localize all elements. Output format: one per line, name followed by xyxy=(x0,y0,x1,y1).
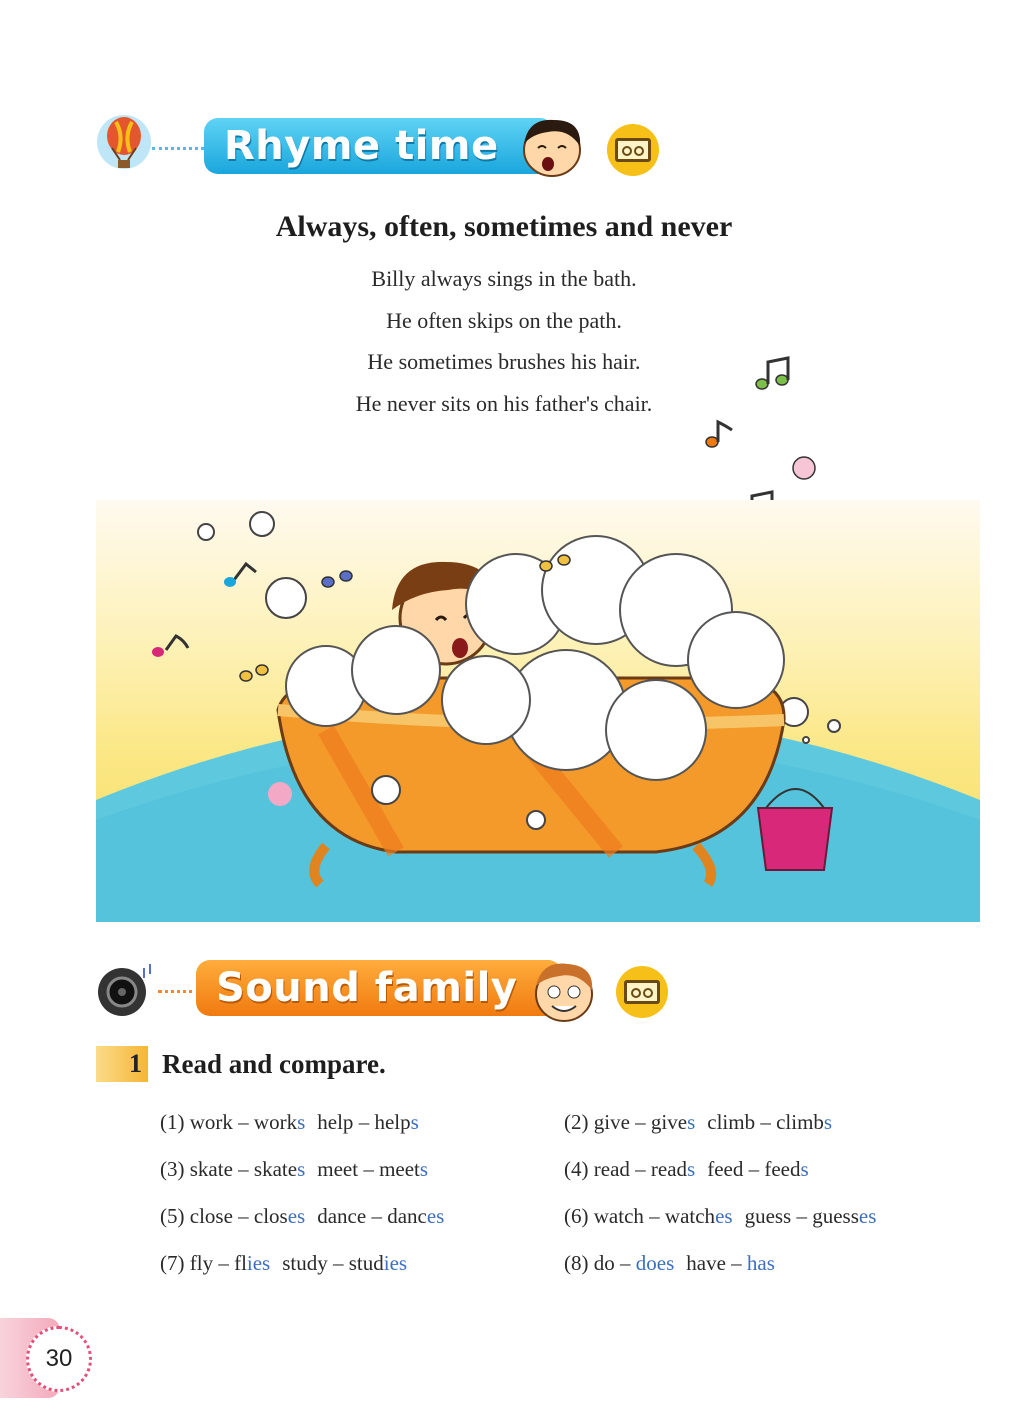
word-stem: skate xyxy=(253,1157,298,1181)
word-stem: feed xyxy=(764,1157,801,1181)
base-word: work xyxy=(189,1110,233,1134)
inflected-word xyxy=(254,1157,305,1181)
base-word: do xyxy=(593,1251,615,1275)
word-pair-item: (8) do – does have – has xyxy=(564,1251,775,1275)
smiling-boy-icon xyxy=(520,956,604,1026)
banner-dotted-connector xyxy=(158,990,200,993)
word-stem: stud xyxy=(348,1251,384,1275)
cassette-badge[interactable] xyxy=(616,966,668,1018)
sound-family-banner: Sound family xyxy=(196,960,562,1016)
word-suffix: does xyxy=(635,1251,675,1275)
word-stem: meet xyxy=(379,1157,420,1181)
word-stem: help xyxy=(374,1110,411,1134)
base-word: watch xyxy=(593,1204,644,1228)
word-stem: work xyxy=(253,1110,298,1134)
inflected-word xyxy=(374,1110,418,1134)
word-stem: danc xyxy=(387,1204,427,1228)
inflected-word xyxy=(387,1204,444,1228)
exercise-number: 1 xyxy=(96,1046,148,1082)
inflected-word xyxy=(651,1157,695,1181)
word-pair-item: (1) work – works help – helps xyxy=(160,1110,419,1134)
word-suffix: es xyxy=(426,1204,445,1228)
inflected-word xyxy=(379,1157,428,1181)
word-suffix: ies xyxy=(246,1251,271,1275)
base-word: dance xyxy=(317,1204,367,1228)
cassette-tape-icon xyxy=(624,980,660,1004)
inflected-word xyxy=(636,1251,675,1275)
word-pair-item: (7) fly – flies study – studies xyxy=(160,1251,408,1275)
inflected-word xyxy=(747,1251,775,1275)
inflected-word xyxy=(651,1110,695,1134)
word-pair-item: (6) watch – watches guess – guesses xyxy=(564,1204,877,1228)
word-suffix: es xyxy=(715,1204,733,1228)
rhyme-line: He sometimes brushes his hair. xyxy=(367,349,641,374)
music-note-icon xyxy=(756,358,788,389)
word-suffix: has xyxy=(746,1251,775,1275)
inflected-word xyxy=(665,1204,733,1228)
item-label: (8) xyxy=(564,1251,589,1275)
base-word: read xyxy=(593,1157,630,1181)
word-suffix: s xyxy=(419,1157,429,1181)
speaker-icon xyxy=(96,960,160,1020)
base-word: help xyxy=(317,1110,354,1134)
word-suffix: s xyxy=(687,1110,696,1134)
inflected-word xyxy=(349,1251,407,1275)
word-stem: give xyxy=(650,1110,688,1134)
base-word: climb xyxy=(707,1110,756,1134)
item-label: (6) xyxy=(564,1204,589,1228)
word-pair-item: (5) close – closes dance – dances xyxy=(160,1204,445,1228)
item-label: (7) xyxy=(160,1251,185,1275)
base-word: close xyxy=(189,1204,233,1228)
inflected-word xyxy=(234,1251,270,1275)
word-stem: guess xyxy=(812,1204,859,1228)
inflected-word xyxy=(254,1110,305,1134)
word-stem: clos xyxy=(253,1204,288,1228)
exercise-title: Read and compare. xyxy=(162,1049,386,1079)
base-word: fly xyxy=(189,1251,214,1275)
base-word: give xyxy=(593,1110,630,1134)
word-stem: read xyxy=(650,1157,688,1181)
base-word: skate xyxy=(189,1157,233,1181)
bath-scene xyxy=(96,500,980,922)
cassette-badge[interactable] xyxy=(607,124,659,176)
item-label: (4) xyxy=(564,1157,589,1181)
rhyme-title: Always, often, sometimes and never xyxy=(275,210,733,243)
page-number: 30 xyxy=(26,1326,92,1392)
word-suffix: s xyxy=(823,1110,833,1134)
base-word: feed xyxy=(707,1157,744,1181)
word-suffix: s xyxy=(800,1157,809,1181)
bath-illustration xyxy=(96,500,980,922)
word-pair-item: (3) skate – skates meet – meets xyxy=(160,1157,429,1181)
word-suffix: s xyxy=(687,1157,696,1181)
inflected-word xyxy=(812,1204,876,1228)
item-label: (3) xyxy=(160,1157,185,1181)
rhyme-line: Billy always sings in the bath. xyxy=(371,266,637,291)
base-word: study xyxy=(282,1251,328,1275)
word-stem: fl xyxy=(234,1251,247,1275)
item-label: (5) xyxy=(160,1204,185,1228)
base-word: have xyxy=(686,1251,726,1275)
word-pair-item: (4) read – reads feed – feeds xyxy=(564,1157,809,1181)
rhyme-line: He never sits on his father's chair. xyxy=(355,391,653,416)
word-suffix: es xyxy=(858,1204,877,1228)
word-suffix: ies xyxy=(383,1251,408,1275)
rhyme-line: He often skips on the path. xyxy=(386,308,622,333)
item-label: (1) xyxy=(160,1110,185,1134)
item-label: (2) xyxy=(564,1110,589,1134)
word-suffix: s xyxy=(410,1110,419,1134)
word-suffix: s xyxy=(297,1110,306,1134)
music-note-icon xyxy=(706,422,732,447)
base-word: meet xyxy=(317,1157,359,1181)
inflected-word xyxy=(776,1110,832,1134)
word-pair-item: (2) give – gives climb – climbs xyxy=(564,1110,833,1134)
rhyme-time-banner: Rhyme time xyxy=(204,118,554,174)
word-suffix: s xyxy=(297,1157,306,1181)
inflected-word xyxy=(254,1204,305,1228)
base-word: guess xyxy=(744,1204,792,1228)
singing-boy-icon xyxy=(508,110,592,180)
word-suffix: es xyxy=(287,1204,306,1228)
word-stem: watch xyxy=(664,1204,716,1228)
cassette-tape-icon xyxy=(615,138,651,162)
inflected-word xyxy=(764,1157,808,1181)
hot-air-balloon-icon xyxy=(96,112,152,174)
banner-dotted-connector xyxy=(152,147,204,150)
word-stem: climb xyxy=(776,1110,824,1134)
